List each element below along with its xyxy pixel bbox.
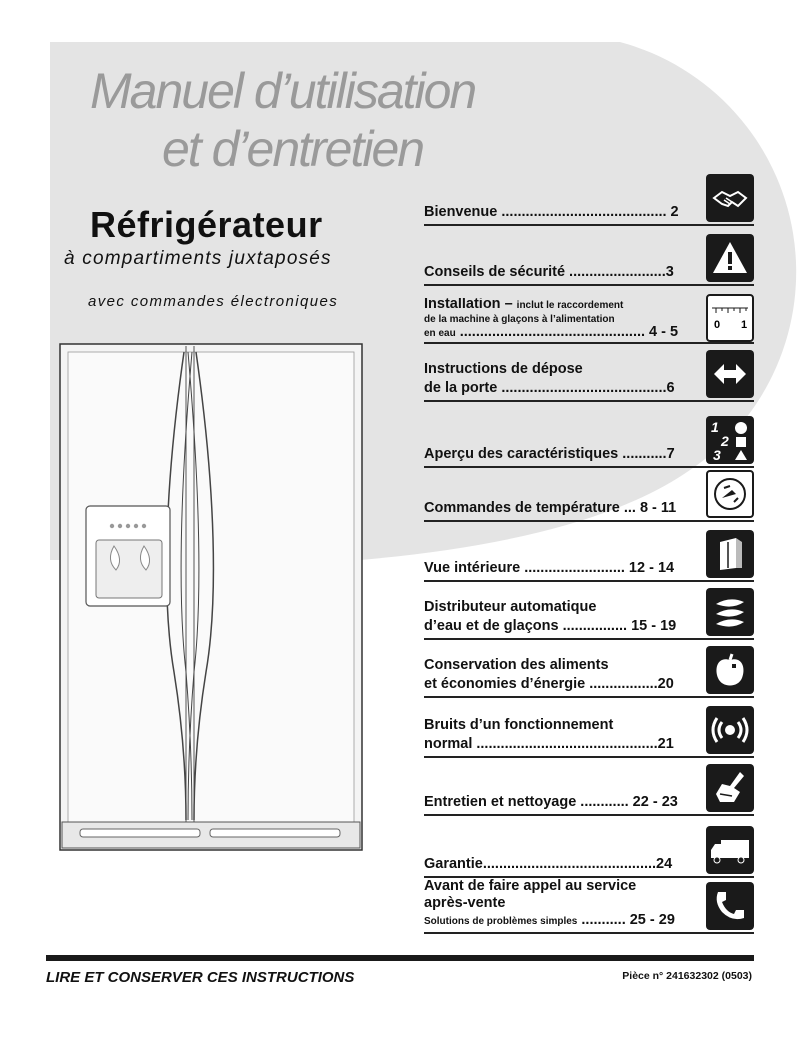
- handshake-icon: [706, 174, 754, 222]
- svg-text:2: 2: [721, 433, 729, 449]
- toc-label: Bruits d’un fonctionnement normal .............................................21: [424, 717, 674, 752]
- svg-text:3: 3: [713, 447, 721, 462]
- toc-item-bienvenue[interactable]: [424, 174, 754, 226]
- toc-item-service[interactable]: [424, 878, 754, 934]
- toc-item-installation[interactable]: [424, 294, 754, 344]
- telephone-icon: [706, 882, 754, 930]
- numbers-shapes-icon: [706, 416, 754, 464]
- toc-label: Instructions de dépose de la porte .........................................6: [424, 361, 675, 396]
- ice-cubes-icon: [706, 588, 754, 636]
- ruler-icon: [706, 294, 754, 342]
- toc-label: Conservation des aliments et économies d’énergie .................20: [424, 657, 674, 692]
- title-line2: et d’entretien: [162, 121, 424, 177]
- toc-item-securite[interactable]: [424, 234, 754, 286]
- fridge-interior-icon: [706, 530, 754, 578]
- svg-text:1: 1: [711, 419, 719, 435]
- toc-divider: [424, 400, 754, 402]
- toc-divider: [424, 466, 754, 468]
- toc-label: Commandes de température ... 8 - 11: [424, 500, 677, 516]
- toc-label: Avant de faire appel au service après-vente Solutions de problèmes simples ........... 25 - 29: [424, 878, 675, 928]
- toc-divider: [424, 342, 754, 344]
- toc-item-entretien[interactable]: [424, 764, 754, 816]
- toc-label: Aperçu des caractéristiques ...........7: [424, 446, 675, 462]
- part-number: Pièce n° 241632302 (0503): [622, 970, 752, 982]
- toc-item-depose-porte[interactable]: [424, 350, 754, 402]
- svg-text:0: 0: [714, 319, 721, 331]
- toc-divider: [424, 756, 754, 758]
- toc-item-garantie[interactable]: [424, 826, 754, 878]
- toc-label: Garantie...........................................24: [424, 856, 673, 872]
- footer-instructions: LIRE ET CONSERVER CES INSTRUCTIONS: [46, 969, 355, 986]
- toc-item-bruits[interactable]: [424, 706, 754, 758]
- cleaning-hand-icon: [706, 764, 754, 812]
- refrigerator-illustration: [56, 342, 366, 854]
- footer-divider: [46, 955, 754, 961]
- truck-icon: [706, 826, 754, 874]
- toc-divider: [424, 696, 754, 698]
- toc-item-conservation[interactable]: [424, 646, 754, 698]
- toc-divider: [424, 284, 754, 286]
- title-line1: Manuel d’utilisation: [90, 63, 476, 119]
- toc-label: Vue intérieure ......................... 12 - 14: [424, 560, 675, 576]
- subtitle: à compartiments juxtaposés: [64, 248, 332, 269]
- toc-divider: [424, 814, 754, 816]
- toc-divider: [424, 520, 754, 522]
- toc-item-distributeur[interactable]: [424, 588, 754, 640]
- sound-icon: [706, 706, 754, 754]
- toc-label: Bienvenue ......................................... 2: [424, 204, 679, 220]
- warning-icon: [706, 234, 754, 282]
- toc-label: Entretien et nettoyage ............ 22 - 23: [424, 794, 678, 810]
- product-name: Réfrigérateur: [90, 204, 323, 245]
- arrows-icon: [706, 350, 754, 398]
- toc-divider: [424, 224, 754, 226]
- toc-item-temperature[interactable]: [424, 470, 754, 522]
- pepper-icon: [706, 646, 754, 694]
- toc-label: Installation – inclut le raccordement de la machine à glaçons à l’alimentation en eau .............................................. 4 - 5: [424, 298, 679, 340]
- toc-divider: [424, 580, 754, 582]
- toc-divider: [424, 932, 754, 934]
- toc-item-vue-interieure[interactable]: [424, 530, 754, 582]
- subtitle-controls: avec commandes électroniques: [88, 293, 339, 310]
- toc-item-caracteristiques[interactable]: [424, 416, 754, 468]
- control-dial-icon: [706, 470, 754, 518]
- toc-label: Conseils de sécurité ........................3: [424, 264, 674, 280]
- toc-label: Distributeur automatique d’eau et de glaçons ................ 15 - 19: [424, 599, 677, 634]
- toc-divider: [424, 638, 754, 640]
- svg-text:1: 1: [741, 319, 748, 331]
